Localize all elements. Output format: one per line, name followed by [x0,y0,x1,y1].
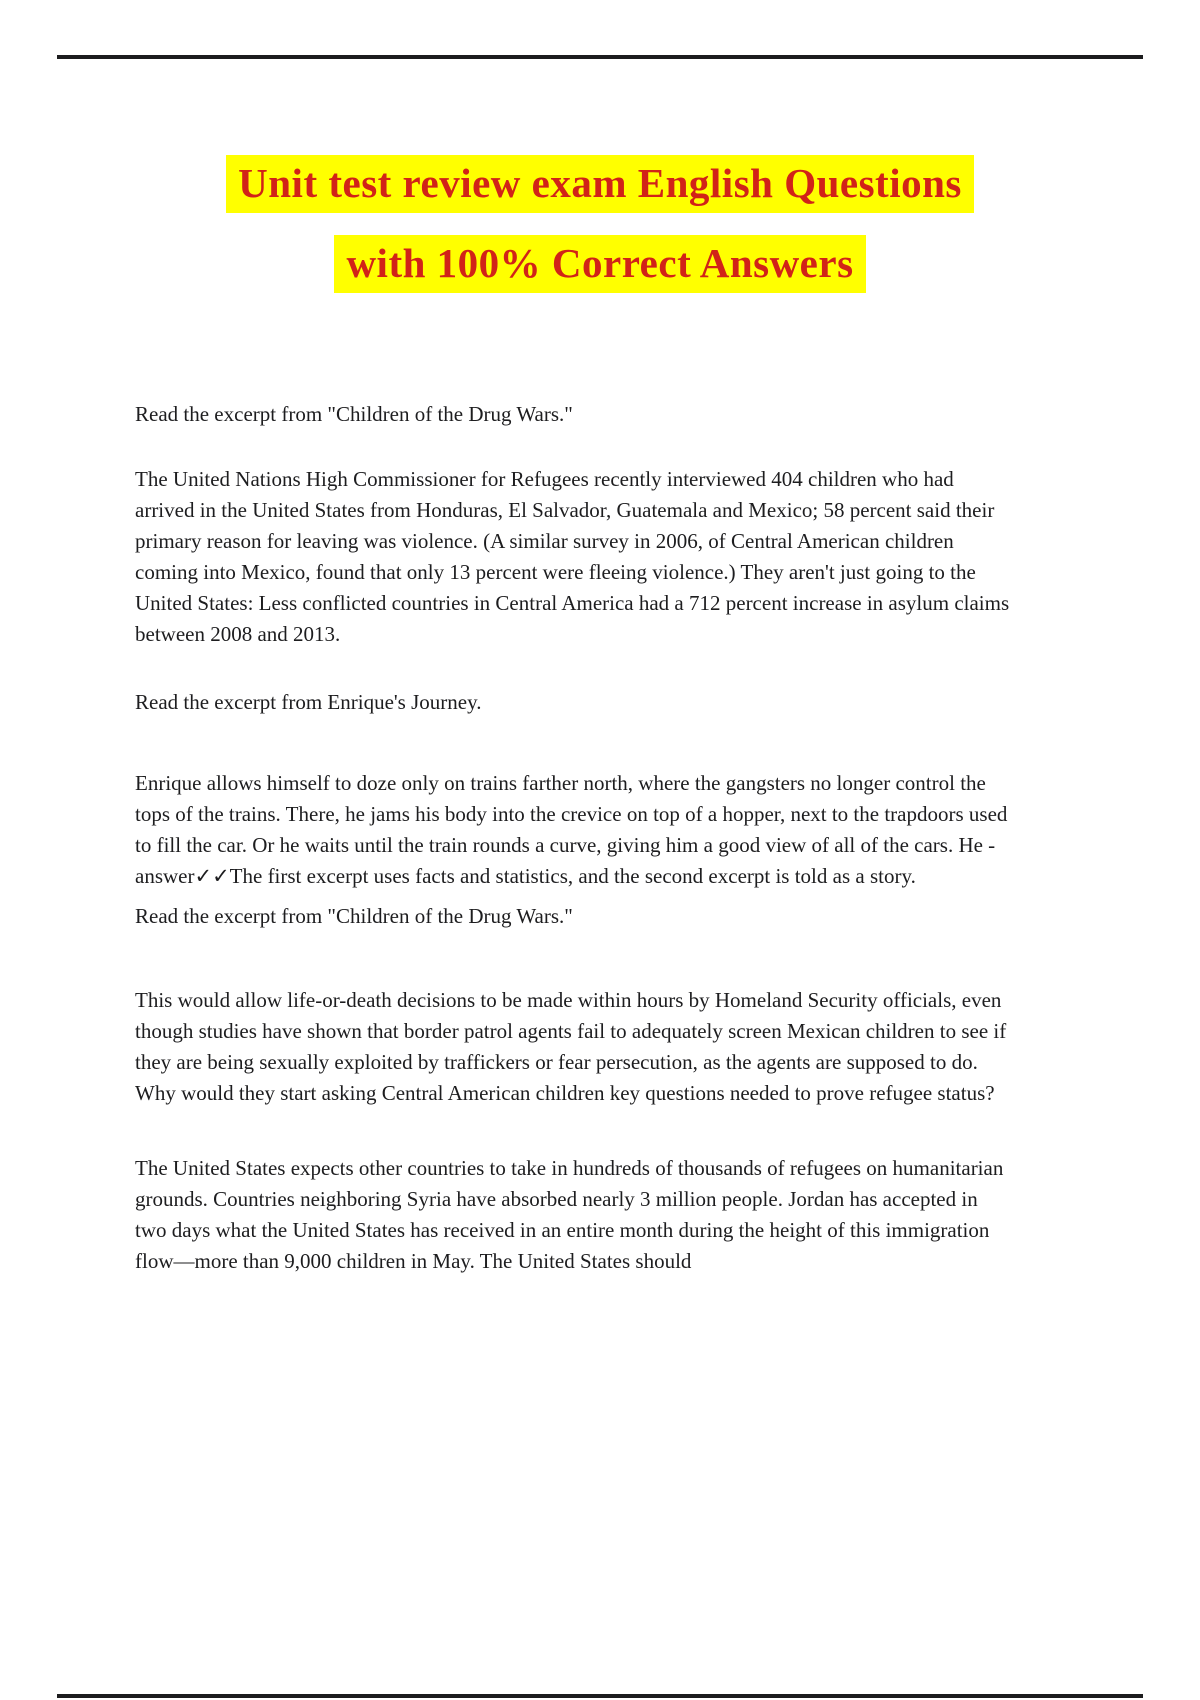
paragraph-enrique-with-answer-checkmarks: Enrique allows himself to doze only on trains farther north, where the gangsters no longer control the tops of the trains. There, he jams his body into the crevice on top of a hopper, next to the trapdoors used to fill the car. Or he waits until the train rounds a curve, giving him a good view of all of the cars. He - answer✓✓The first excerpt uses facts and statistics, and the second excerpt is told as a story. [135,771,1008,888]
document-body [135,399,1013,1277]
excerpt-prompt-enriques-journey: Read the excerpt from Enrique's Journey. [135,690,482,714]
paragraph-united-states-refugees: The United States expects other countries to take in hundreds of thousands of refugees on humanitarian grounds. Countries neighboring Syria have absorbed nearly 3 million people. Jordan has accepted in two days what the United States has received in an entire month during the height of this immigration flow—more than 9,000 children in May. The United States should [135,1156,1004,1273]
excerpt-prompt-children-drug-wars-1: Read the excerpt from "Children of the Drug Wars." [135,402,573,426]
document-title-line-2: with 100% Correct Answers [334,235,865,293]
title-row-2 [0,235,1200,293]
bottom-horizontal-rule [57,1694,1143,1698]
top-horizontal-rule [57,55,1143,59]
paragraph-homeland-security: This would allow life-or-death decisions to be made within hours by Homeland Security officials, even though studies have shown that border patrol agents fail to adequately screen Mexican children to see if they are being sexually exploited by traffickers or fear persecution, as the agents are supposed to do. Why would they start asking Central American children key questions needed to prove refugee status? [135,988,1007,1105]
paragraph-un-commissioner: The United Nations High Commissioner for Refugees recently interviewed 404 children who had arrived in the United States from Honduras, El Salvador, Guatemala and Mexico; 58 percent said their primary reason for leaving was violence. (A similar survey in 2006, of Central American children coming into Mexico, found that only 13 percent were fleeing violence.) They aren't just going to the United States: Less conflicted countries in Central America had a 712 percent increase in asylum claims between 2008 and 2013. [135,467,1010,646]
excerpt-prompt-children-drug-wars-2: Read the excerpt from "Children of the Drug Wars." [135,904,573,928]
document-title [0,155,1200,293]
title-row-1 [0,155,1200,213]
document-title-line-1: Unit test review exam English Questions [226,155,974,213]
